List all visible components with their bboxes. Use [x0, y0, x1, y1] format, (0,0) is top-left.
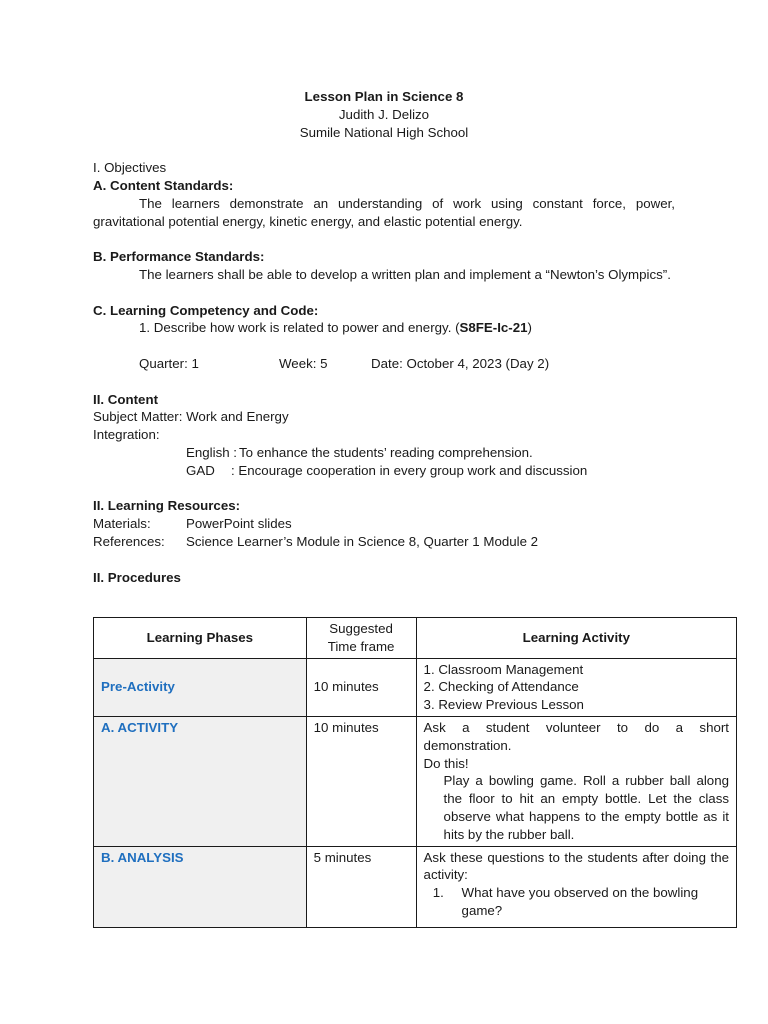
time-pre-activity: 10 minutes	[306, 658, 416, 716]
objectives-heading: I. Objectives	[93, 160, 167, 176]
table-row	[94, 658, 737, 716]
content-standards-text: The learners demonstrate an understanding of work using constant force, power, gravitational potential energy, kinetic energy, and elastic potential energy.	[93, 195, 675, 229]
phase-activity: A. ACTIVITY	[94, 716, 307, 846]
competency-item: 1. Describe how work is related to power and energy. (S8FE-Ic-21)	[139, 320, 532, 336]
phase-analysis: B. ANALYSIS	[94, 846, 307, 927]
content-standards-heading: A. Content Standards:	[93, 177, 234, 193]
performance-standards-heading: B. Performance Standards:	[93, 249, 265, 265]
subject-matter: Subject Matter: Work and Energy	[93, 409, 289, 425]
integration-english: English : To enhance the students’ reading comprehension.	[186, 444, 533, 460]
activity-pre-activity: 1. Classroom Management 2. Checking of Attendance 3. Review Previous Lesson	[416, 658, 736, 716]
table-row	[94, 716, 737, 846]
activity-analysis: Ask these questions to the students after doing the activity: 1. What have you observed on the bowling game?	[416, 846, 736, 927]
column-header-activity: Learning Activity	[416, 618, 736, 659]
materials-row: Materials: PowerPoint slides	[93, 516, 292, 532]
time-analysis: 5 minutes	[306, 846, 416, 927]
list-item: 1. What have you observed on the bowling game?	[448, 884, 729, 920]
column-header-phase: Learning Phases	[94, 618, 307, 659]
column-header-time: Suggested Time frame	[306, 618, 416, 659]
activity-activity: Ask a student volunteer to do a short demonstration. Do this! Play a bowling game. Roll a rubber ball along the floor to hit an empty bottle. Let the class observe what happens to the empty bottle as it hits by the rubber ball.	[416, 716, 736, 846]
references-row: References: Science Learner’s Module in Science 8, Quarter 1 Module 2	[93, 533, 539, 549]
resources-heading: II. Learning Resources:	[93, 498, 241, 514]
quarter-label: Quarter: 1	[139, 355, 199, 371]
table-row	[94, 846, 737, 927]
week-label: Week: 5	[279, 355, 328, 371]
school-name: Sumile National High School	[299, 124, 469, 140]
performance-standards-text: The learners shall be able to develop a written plan and implement a “Newton’s Olympics”.	[139, 266, 671, 282]
procedures-heading: II. Procedures	[93, 569, 181, 585]
integration-gad: GAD : Encourage cooperation in every group work and discussion	[186, 462, 588, 478]
document-title: Lesson Plan in Science 8	[304, 89, 464, 104]
schedule-row	[93, 355, 675, 373]
integration-label: Integration:	[93, 427, 160, 443]
competency-code: S8FE-Ic-21	[459, 320, 528, 336]
document-page	[93, 88, 675, 586]
time-activity: 10 minutes	[306, 716, 416, 846]
content-heading: II. Content	[93, 391, 158, 407]
table-header-row	[94, 618, 737, 659]
procedures-table	[93, 617, 737, 928]
phase-pre-activity: Pre-Activity	[94, 658, 307, 716]
date-label: Date: October 4, 2023 (Day 2)	[371, 355, 550, 371]
author-name: Judith J. Delizo	[338, 106, 430, 122]
competency-heading: C. Learning Competency and Code:	[93, 302, 319, 318]
